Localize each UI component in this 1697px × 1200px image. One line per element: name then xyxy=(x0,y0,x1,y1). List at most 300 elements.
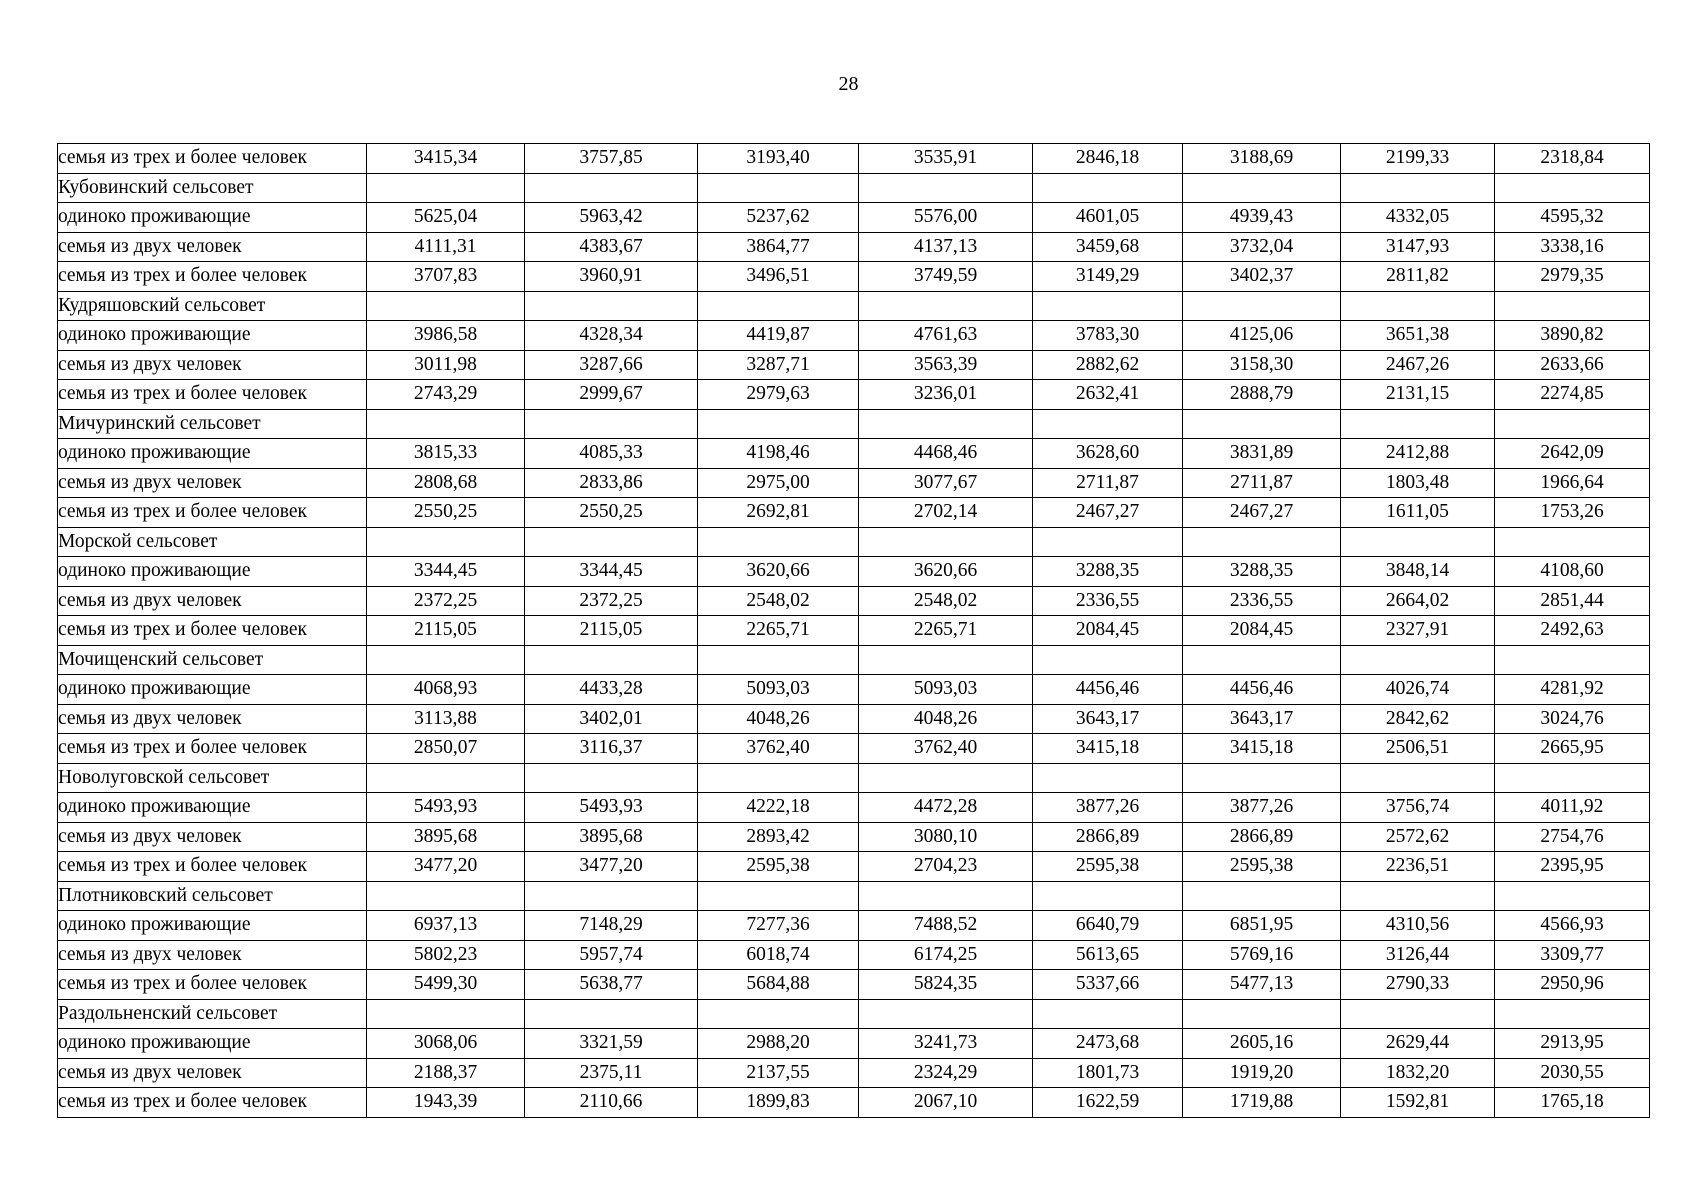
value-cell: 5769,16 xyxy=(1183,940,1341,970)
value-cell xyxy=(1495,291,1650,321)
value-cell: 3707,83 xyxy=(367,262,525,292)
row-label: семья из двух человек xyxy=(58,940,367,970)
value-cell: 2084,45 xyxy=(1033,616,1183,646)
value-cell: 3321,59 xyxy=(525,1029,698,1059)
value-cell: 3415,34 xyxy=(367,144,525,174)
value-cell: 3563,39 xyxy=(859,350,1033,380)
table-row xyxy=(58,144,1650,174)
value-cell: 4111,31 xyxy=(367,232,525,262)
value-cell: 4566,93 xyxy=(1495,911,1650,941)
value-cell xyxy=(1033,527,1183,557)
page-number: 28 xyxy=(838,73,859,95)
value-cell: 4383,67 xyxy=(525,232,698,262)
value-cell: 3287,71 xyxy=(698,350,859,380)
value-cell xyxy=(525,409,698,439)
value-cell: 2395,95 xyxy=(1495,852,1650,882)
value-cell: 2467,27 xyxy=(1033,498,1183,528)
value-cell: 1943,39 xyxy=(367,1088,525,1118)
row-label: семья из трех и более человек xyxy=(58,734,367,764)
value-cell: 2950,96 xyxy=(1495,970,1650,1000)
row-label: Мичуринский сельсовет xyxy=(58,409,367,439)
value-cell: 3126,44 xyxy=(1341,940,1495,970)
table-row xyxy=(58,645,1650,675)
value-cell: 2850,07 xyxy=(367,734,525,764)
value-cell: 2711,87 xyxy=(1033,468,1183,498)
value-cell: 5802,23 xyxy=(367,940,525,970)
table-row xyxy=(58,1029,1650,1059)
row-label: семья из трех и более человек xyxy=(58,498,367,528)
value-cell xyxy=(1183,527,1341,557)
value-cell: 4108,60 xyxy=(1495,557,1650,587)
table-row xyxy=(58,1088,1650,1118)
value-cell: 2632,41 xyxy=(1033,380,1183,410)
value-cell: 3864,77 xyxy=(698,232,859,262)
value-cell: 3113,88 xyxy=(367,704,525,734)
value-cell xyxy=(1495,999,1650,1029)
row-label: Кудряшовский сельсовет xyxy=(58,291,367,321)
value-cell: 5625,04 xyxy=(367,203,525,233)
value-cell: 4011,92 xyxy=(1495,793,1650,823)
table-row xyxy=(58,350,1650,380)
table-row xyxy=(58,468,1650,498)
value-cell xyxy=(1183,763,1341,793)
value-cell: 3477,20 xyxy=(525,852,698,882)
value-cell: 3783,30 xyxy=(1033,321,1183,351)
value-cell: 2595,38 xyxy=(1183,852,1341,882)
value-cell: 2265,71 xyxy=(859,616,1033,646)
value-cell: 2692,81 xyxy=(698,498,859,528)
value-cell: 2888,79 xyxy=(1183,380,1341,410)
value-cell: 3986,58 xyxy=(367,321,525,351)
value-cell xyxy=(525,527,698,557)
value-cell: 2550,25 xyxy=(525,498,698,528)
table-row xyxy=(58,970,1650,1000)
value-cell: 2188,37 xyxy=(367,1058,525,1088)
value-cell: 3344,45 xyxy=(525,557,698,587)
value-cell xyxy=(1183,291,1341,321)
value-cell: 3815,33 xyxy=(367,439,525,469)
value-cell: 2412,88 xyxy=(1341,439,1495,469)
value-cell: 1803,48 xyxy=(1341,468,1495,498)
value-cell: 2833,86 xyxy=(525,468,698,498)
value-cell: 4048,26 xyxy=(859,704,1033,734)
value-cell: 3338,16 xyxy=(1495,232,1650,262)
value-cell xyxy=(698,999,859,1029)
value-cell: 3402,37 xyxy=(1183,262,1341,292)
value-cell xyxy=(1033,173,1183,203)
value-cell: 2866,89 xyxy=(1033,822,1183,852)
value-cell: 5493,93 xyxy=(367,793,525,823)
value-cell xyxy=(1033,291,1183,321)
value-cell: 3477,20 xyxy=(367,852,525,882)
value-cell: 5493,93 xyxy=(525,793,698,823)
value-cell xyxy=(859,409,1033,439)
row-label: одиноко проживающие xyxy=(58,793,367,823)
value-cell: 2846,18 xyxy=(1033,144,1183,174)
value-cell: 3756,74 xyxy=(1341,793,1495,823)
value-cell xyxy=(1183,881,1341,911)
value-cell xyxy=(1495,645,1650,675)
value-cell: 2375,11 xyxy=(525,1058,698,1088)
value-cell xyxy=(1341,173,1495,203)
value-cell: 2336,55 xyxy=(1033,586,1183,616)
row-label: семья из трех и более человек xyxy=(58,144,367,174)
table-row xyxy=(58,793,1650,823)
row-label: семья из двух человек xyxy=(58,1058,367,1088)
value-cell: 2372,25 xyxy=(367,586,525,616)
row-label: одиноко проживающие xyxy=(58,439,367,469)
value-cell: 3236,01 xyxy=(859,380,1033,410)
value-cell: 3309,77 xyxy=(1495,940,1650,970)
value-cell xyxy=(698,763,859,793)
value-cell: 3024,76 xyxy=(1495,704,1650,734)
row-label: одиноко проживающие xyxy=(58,1029,367,1059)
value-cell: 2550,25 xyxy=(367,498,525,528)
value-cell: 5963,42 xyxy=(525,203,698,233)
value-cell: 3496,51 xyxy=(698,262,859,292)
value-cell xyxy=(367,999,525,1029)
row-label: семья из двух человек xyxy=(58,468,367,498)
value-cell: 1966,64 xyxy=(1495,468,1650,498)
value-cell xyxy=(367,527,525,557)
value-cell: 2084,45 xyxy=(1183,616,1341,646)
value-cell: 5824,35 xyxy=(859,970,1033,1000)
value-cell xyxy=(1495,763,1650,793)
value-cell: 4601,05 xyxy=(1033,203,1183,233)
row-label: семья из трех и более человек xyxy=(58,970,367,1000)
row-label: одиноко проживающие xyxy=(58,321,367,351)
value-cell xyxy=(367,291,525,321)
value-cell: 6640,79 xyxy=(1033,911,1183,941)
value-cell: 2572,62 xyxy=(1341,822,1495,852)
value-cell: 2811,82 xyxy=(1341,262,1495,292)
row-label: Мочищенский сельсовет xyxy=(58,645,367,675)
row-label: семья из трех и более человек xyxy=(58,380,367,410)
value-cell: 2473,68 xyxy=(1033,1029,1183,1059)
value-cell: 5499,30 xyxy=(367,970,525,1000)
value-cell xyxy=(525,645,698,675)
value-cell: 4433,28 xyxy=(525,675,698,705)
value-cell xyxy=(1033,999,1183,1029)
value-cell xyxy=(859,173,1033,203)
row-label: Плотниковский сельсовет xyxy=(58,881,367,911)
table-row xyxy=(58,498,1650,528)
value-cell: 5613,65 xyxy=(1033,940,1183,970)
cost-table xyxy=(57,143,1650,1118)
value-cell: 4026,74 xyxy=(1341,675,1495,705)
table-row xyxy=(58,380,1650,410)
value-cell: 3535,91 xyxy=(859,144,1033,174)
value-cell: 3877,26 xyxy=(1033,793,1183,823)
value-cell xyxy=(1341,291,1495,321)
value-cell: 2548,02 xyxy=(859,586,1033,616)
value-cell xyxy=(1033,645,1183,675)
value-cell: 3415,18 xyxy=(1183,734,1341,764)
value-cell: 3757,85 xyxy=(525,144,698,174)
value-cell: 3762,40 xyxy=(859,734,1033,764)
value-cell: 1765,18 xyxy=(1495,1088,1650,1118)
value-cell: 5684,88 xyxy=(698,970,859,1000)
table-row xyxy=(58,232,1650,262)
value-cell: 3960,91 xyxy=(525,262,698,292)
value-cell: 2979,35 xyxy=(1495,262,1650,292)
row-label: семья из двух человек xyxy=(58,232,367,262)
value-cell: 2595,38 xyxy=(1033,852,1183,882)
value-cell xyxy=(698,291,859,321)
value-cell xyxy=(859,763,1033,793)
value-cell: 2506,51 xyxy=(1341,734,1495,764)
table-row xyxy=(58,852,1650,882)
value-cell xyxy=(1183,409,1341,439)
value-cell: 2979,63 xyxy=(698,380,859,410)
value-cell xyxy=(1183,173,1341,203)
value-cell: 5337,66 xyxy=(1033,970,1183,1000)
value-cell: 3288,35 xyxy=(1183,557,1341,587)
row-label: Морской сельсовет xyxy=(58,527,367,557)
value-cell: 2702,14 xyxy=(859,498,1033,528)
value-cell: 2327,91 xyxy=(1341,616,1495,646)
value-cell xyxy=(1341,763,1495,793)
value-cell xyxy=(698,881,859,911)
value-cell: 1919,20 xyxy=(1183,1058,1341,1088)
value-cell: 4332,05 xyxy=(1341,203,1495,233)
value-cell: 3011,98 xyxy=(367,350,525,380)
row-label: семья из трех и более человек xyxy=(58,1088,367,1118)
value-cell: 3459,68 xyxy=(1033,232,1183,262)
value-cell xyxy=(1033,763,1183,793)
row-label: семья из двух человек xyxy=(58,586,367,616)
value-cell: 4125,06 xyxy=(1183,321,1341,351)
value-cell: 1719,88 xyxy=(1183,1088,1341,1118)
table-row xyxy=(58,409,1650,439)
value-cell xyxy=(1341,527,1495,557)
value-cell: 7488,52 xyxy=(859,911,1033,941)
value-cell: 2595,38 xyxy=(698,852,859,882)
table-row xyxy=(58,557,1650,587)
row-label: семья из трех и более человек xyxy=(58,852,367,882)
value-cell: 4595,32 xyxy=(1495,203,1650,233)
value-cell: 2372,25 xyxy=(525,586,698,616)
value-cell: 4310,56 xyxy=(1341,911,1495,941)
value-cell xyxy=(525,881,698,911)
value-cell: 1899,83 xyxy=(698,1088,859,1118)
value-cell: 7148,29 xyxy=(525,911,698,941)
value-cell: 2665,95 xyxy=(1495,734,1650,764)
value-cell: 4472,28 xyxy=(859,793,1033,823)
value-cell: 3149,29 xyxy=(1033,262,1183,292)
row-label: семья из двух человек xyxy=(58,822,367,852)
table-row xyxy=(58,203,1650,233)
table-row xyxy=(58,704,1650,734)
row-label: одиноко проживающие xyxy=(58,557,367,587)
value-cell xyxy=(1183,645,1341,675)
value-cell: 4761,63 xyxy=(859,321,1033,351)
value-cell: 4085,33 xyxy=(525,439,698,469)
value-cell: 2492,63 xyxy=(1495,616,1650,646)
value-cell: 4939,43 xyxy=(1183,203,1341,233)
table-row xyxy=(58,1058,1650,1088)
value-cell: 5477,13 xyxy=(1183,970,1341,1000)
value-cell: 3188,69 xyxy=(1183,144,1341,174)
value-cell: 6018,74 xyxy=(698,940,859,970)
value-cell xyxy=(367,645,525,675)
value-cell: 3116,37 xyxy=(525,734,698,764)
value-cell: 4456,46 xyxy=(1183,675,1341,705)
value-cell: 4068,93 xyxy=(367,675,525,705)
value-cell: 2882,62 xyxy=(1033,350,1183,380)
value-cell: 1801,73 xyxy=(1033,1058,1183,1088)
value-cell: 3643,17 xyxy=(1033,704,1183,734)
row-label: одиноко проживающие xyxy=(58,911,367,941)
value-cell: 2664,02 xyxy=(1341,586,1495,616)
value-cell: 3643,17 xyxy=(1183,704,1341,734)
value-cell: 2866,89 xyxy=(1183,822,1341,852)
row-label: семья из трех и более человек xyxy=(58,262,367,292)
value-cell xyxy=(1341,881,1495,911)
value-cell: 4198,46 xyxy=(698,439,859,469)
value-cell: 4456,46 xyxy=(1033,675,1183,705)
value-cell: 5093,03 xyxy=(698,675,859,705)
table-row xyxy=(58,291,1650,321)
value-cell: 1611,05 xyxy=(1341,498,1495,528)
value-cell xyxy=(698,173,859,203)
value-cell xyxy=(367,173,525,203)
value-cell: 2131,15 xyxy=(1341,380,1495,410)
value-cell: 3080,10 xyxy=(859,822,1033,852)
value-cell: 3732,04 xyxy=(1183,232,1341,262)
value-cell: 2913,95 xyxy=(1495,1029,1650,1059)
table-row xyxy=(58,999,1650,1029)
value-cell: 2633,66 xyxy=(1495,350,1650,380)
value-cell: 2067,10 xyxy=(859,1088,1033,1118)
value-cell xyxy=(1495,881,1650,911)
value-cell: 1832,20 xyxy=(1341,1058,1495,1088)
value-cell: 4468,46 xyxy=(859,439,1033,469)
value-cell: 3158,30 xyxy=(1183,350,1341,380)
table-row xyxy=(58,763,1650,793)
value-cell: 2704,23 xyxy=(859,852,1033,882)
value-cell: 3877,26 xyxy=(1183,793,1341,823)
value-cell: 2999,67 xyxy=(525,380,698,410)
value-cell: 4222,18 xyxy=(698,793,859,823)
value-cell: 2605,16 xyxy=(1183,1029,1341,1059)
value-cell: 2030,55 xyxy=(1495,1058,1650,1088)
value-cell: 2324,29 xyxy=(859,1058,1033,1088)
value-cell: 5576,00 xyxy=(859,203,1033,233)
value-cell: 2893,42 xyxy=(698,822,859,852)
value-cell: 3415,18 xyxy=(1033,734,1183,764)
row-label: семья из двух человек xyxy=(58,350,367,380)
value-cell xyxy=(1183,999,1341,1029)
value-cell: 3651,38 xyxy=(1341,321,1495,351)
table-row xyxy=(58,911,1650,941)
value-cell: 2754,76 xyxy=(1495,822,1650,852)
value-cell xyxy=(367,409,525,439)
value-cell xyxy=(698,409,859,439)
value-cell xyxy=(1495,173,1650,203)
value-cell: 3402,01 xyxy=(525,704,698,734)
value-cell: 1592,81 xyxy=(1341,1088,1495,1118)
value-cell xyxy=(1495,409,1650,439)
value-cell: 2711,87 xyxy=(1183,468,1341,498)
value-cell: 2642,09 xyxy=(1495,439,1650,469)
value-cell xyxy=(1033,881,1183,911)
value-cell: 2467,26 xyxy=(1341,350,1495,380)
value-cell: 3620,66 xyxy=(698,557,859,587)
table-row xyxy=(58,439,1650,469)
value-cell: 5957,74 xyxy=(525,940,698,970)
value-cell: 2842,62 xyxy=(1341,704,1495,734)
row-label: Новолуговской сельсовет xyxy=(58,763,367,793)
table-row xyxy=(58,940,1650,970)
value-cell: 2467,27 xyxy=(1183,498,1341,528)
table-row xyxy=(58,586,1650,616)
value-cell: 3241,73 xyxy=(859,1029,1033,1059)
value-cell: 4048,26 xyxy=(698,704,859,734)
value-cell: 3344,45 xyxy=(367,557,525,587)
value-cell: 2115,05 xyxy=(525,616,698,646)
table-row xyxy=(58,675,1650,705)
value-cell xyxy=(698,645,859,675)
table-row xyxy=(58,262,1650,292)
value-cell: 2265,71 xyxy=(698,616,859,646)
value-cell xyxy=(525,999,698,1029)
value-cell xyxy=(525,173,698,203)
value-cell: 2199,33 xyxy=(1341,144,1495,174)
value-cell: 2988,20 xyxy=(698,1029,859,1059)
value-cell: 3068,06 xyxy=(367,1029,525,1059)
value-cell: 2236,51 xyxy=(1341,852,1495,882)
table-body xyxy=(58,144,1650,1118)
value-cell: 3287,66 xyxy=(525,350,698,380)
value-cell xyxy=(1495,527,1650,557)
row-label: одиноко проживающие xyxy=(58,203,367,233)
value-cell: 5237,62 xyxy=(698,203,859,233)
value-cell xyxy=(859,645,1033,675)
value-cell xyxy=(525,763,698,793)
value-cell xyxy=(525,291,698,321)
value-cell: 3749,59 xyxy=(859,262,1033,292)
value-cell xyxy=(1341,409,1495,439)
value-cell xyxy=(367,881,525,911)
table-row xyxy=(58,881,1650,911)
value-cell: 3831,89 xyxy=(1183,439,1341,469)
value-cell xyxy=(859,527,1033,557)
value-cell: 3077,67 xyxy=(859,468,1033,498)
value-cell: 2336,55 xyxy=(1183,586,1341,616)
row-label: Кубовинский сельсовет xyxy=(58,173,367,203)
value-cell: 2851,44 xyxy=(1495,586,1650,616)
value-cell: 2274,85 xyxy=(1495,380,1650,410)
value-cell: 2548,02 xyxy=(698,586,859,616)
value-cell: 2790,33 xyxy=(1341,970,1495,1000)
value-cell: 6174,25 xyxy=(859,940,1033,970)
value-cell: 2975,00 xyxy=(698,468,859,498)
value-cell: 4419,87 xyxy=(698,321,859,351)
value-cell: 3288,35 xyxy=(1033,557,1183,587)
value-cell xyxy=(367,763,525,793)
table-row xyxy=(58,527,1650,557)
value-cell: 3895,68 xyxy=(525,822,698,852)
value-cell: 4281,92 xyxy=(1495,675,1650,705)
value-cell: 6851,95 xyxy=(1183,911,1341,941)
value-cell: 2110,66 xyxy=(525,1088,698,1118)
value-cell xyxy=(698,527,859,557)
table-row xyxy=(58,616,1650,646)
value-cell: 6937,13 xyxy=(367,911,525,941)
row-label: семья из двух человек xyxy=(58,704,367,734)
value-cell xyxy=(859,999,1033,1029)
